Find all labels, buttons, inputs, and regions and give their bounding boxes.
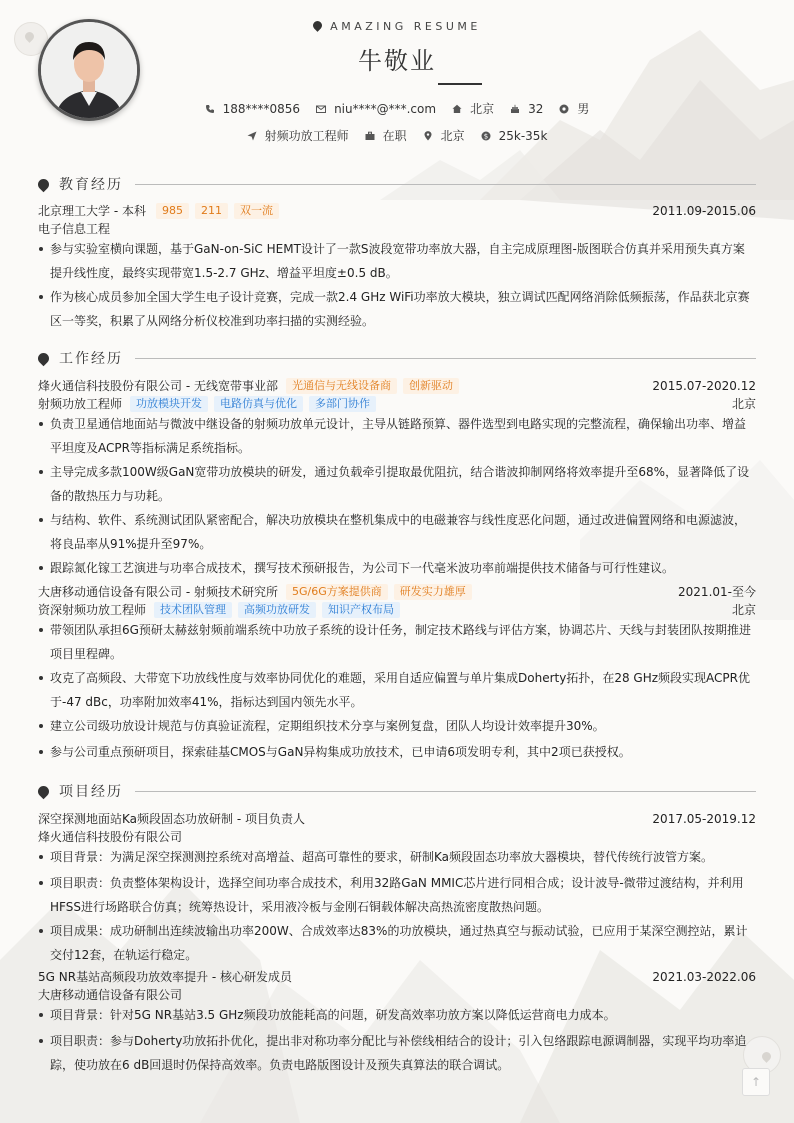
job-dates: 2015.07-2020.12: [652, 378, 756, 393]
major-line: [38, 220, 756, 237]
leaf-icon: [36, 783, 52, 799]
job-bullet: 负责卫星通信地面站与微波中继设备的射频功放单元设计，主导从链路预算、器件选型到电路实现的完整流程，确保输出功率、增益平坦度及ACPR等指标满足系统指标。: [38, 412, 756, 460]
job-header: [38, 377, 756, 394]
project-org-line: [38, 828, 756, 845]
project-name: 深空探测地面站Ka频段固态功放研制 - 项目负责人: [38, 812, 305, 826]
home-icon: [452, 104, 462, 114]
job-bullet: 攻克了高频段、大带宽下功放线性度与效率协同优化的难题，采用自适应偏置与单片集成Doherty拓扑，在28 GHz频段实现ACPR优于-47 dBc，功率附加效率41%，指标达到国内领先水平。: [38, 666, 756, 714]
project-header: [38, 810, 756, 827]
leaf-icon: [311, 19, 324, 32]
job-bullet: 与结构、软件、系统测试团队紧密配合，解决功放模块在整机集成中的电磁兼容与线性度恶化问题，通过改进偏置网络和电源滤波，将良品率从91%提升至97%。: [38, 508, 756, 556]
role-tag: 功放模块开发: [130, 396, 208, 412]
leaf-icon: [36, 176, 52, 192]
section-divider: [135, 791, 756, 792]
mail-icon: [316, 104, 326, 114]
phone-icon: [205, 104, 215, 114]
education-bullet: 作为核心成员参加全国大学生电子设计竞赛，完成一款2.4 GHz WiFi功率放大模块，独立调试匹配网络消除低频振荡，作品获北京赛区一等奖，积累了从网络分析仪校准到功率扫描的实测经验。: [38, 285, 756, 333]
project-dates: 2021.03-2022.06: [652, 969, 756, 984]
role-tag: 多部门协作: [309, 396, 376, 412]
section-divider: [135, 358, 756, 359]
project-bullet: 项目背景：针对5G NR基站3.5 GHz频段功放能耗高的问题，研发高效率功放方案以降低运营商电力成本。: [38, 1003, 756, 1027]
project-header: [38, 968, 756, 985]
project-bullet: 项目职责：参与Doherty功放拓扑优化，提出非对称功率分配比与补偿线相结合的设计；引入包络跟踪电源调制器，实现平均功率追踪，使功放在6 dB回退时仍保持高效率。负责电路版图设计及预失真算法的联合调试。: [38, 1029, 756, 1077]
role-tag: 电路仿真与优化: [214, 396, 303, 412]
education-bullet: 参与实验室横向课题，基于GaN-on-SiC HEMT设计了一款S波段宽带功率放大器，自主完成原理图-版图联合仿真并采用预失真方案提升线性度，最终实现带宽1.5-2.7 GHz、增益平坦度±0.5 dB。: [38, 237, 756, 285]
project-org: 烽火通信科技股份有限公司: [38, 830, 183, 844]
job-dates: 2021.01-至今: [678, 585, 756, 599]
project-bullet: 项目背景：为满足深空探测测控系统对高增益、超高可靠性的要求，研制Ka频段固态功率放大器模块，替代传统行波管方案。: [38, 845, 756, 869]
project-org: 大唐移动通信设备有限公司: [38, 988, 183, 1002]
job-bullet: 带领团队承担6G预研太赫兹射频前端系统中功放子系统的设计任务，制定技术路线与评估方案，协调芯片、天线与封装团队按期推进项目里程碑。: [38, 618, 756, 666]
candidate-name: 牛敬业: [358, 47, 436, 75]
school-tag: 985: [156, 203, 189, 219]
section-education-title: 教育经历: [38, 174, 756, 194]
project-bullet: 项目职责：负责整体架构设计，选择空间功率合成技术，利用32路GaN MMIC芯片进行同相合成；设计波导-微带过渡结构，并利用HFSS进行场路联合仿真；统筹热设计，采用液冷板与金刚石铜载体解决高热流密度散热问题。: [38, 871, 756, 919]
school-name: 北京理工大学 - 本科: [38, 204, 146, 218]
company-tag: 研发实力雄厚: [394, 584, 472, 600]
role-tag: 高频功放研发: [238, 602, 316, 618]
job-role: 资深射频功放工程师: [38, 603, 147, 617]
email-item: niu****@***.com: [316, 100, 436, 117]
money-icon: [481, 131, 491, 141]
section-work-title: 工作经历: [38, 348, 756, 368]
role-tag: 技术团队管理: [154, 602, 232, 618]
salary-item: $ 25k-35k: [481, 127, 548, 144]
job-bullet: 主导完成多款100W级GaN宽带功放模块的研发，通过负载牵引提取最优阻抗，结合谐波抑制网络将效率提升至68%，显著降低了设备的散热压力与功耗。: [38, 460, 756, 508]
company-tag: 5G/6G方案提供商: [286, 584, 388, 600]
phone-item: 188****0856: [205, 100, 300, 117]
project-bullet: 项目成果：成功研制出连续波输出功率200W、合成效率达83%的功放模块，通过热真空与振动试验，已应用于某深空测控站，累计交付12套，在轨运行稳定。: [38, 919, 756, 967]
back-to-top-button[interactable]: ↑: [742, 1068, 770, 1096]
company-tag: 创新驱动: [403, 378, 459, 394]
name-underline: [438, 83, 482, 85]
gender-item: 男: [559, 100, 589, 117]
company-name: 大唐移动通信设备有限公司 - 射频技术研究所: [38, 585, 278, 599]
hometown-item: 北京: [452, 100, 494, 117]
job-bullet: 参与公司重点预研项目，探索硅基CMOS与GaN异构集成功放技术，已申请6项发明专利，其中2项已获授权。: [38, 740, 756, 764]
gender-icon: [559, 104, 569, 114]
job-role: 射频功放工程师: [38, 397, 123, 411]
target-position-item: 射频功放工程师: [247, 127, 349, 144]
tagline: AMAZING RESUME: [0, 20, 794, 33]
section-projects-title: 项目经历: [38, 781, 756, 801]
education-header: [38, 202, 756, 219]
education-dates: 2011.09-2015.06: [652, 203, 756, 218]
company-name: 烽火通信科技股份有限公司 - 无线宽带事业部: [38, 379, 278, 393]
job-bullet: 跟踪氮化镓工艺演进与功率合成技术，撰写技术预研报告，为公司下一代毫米波功率前端提供技术储备与可行性建议。: [38, 556, 756, 580]
project-org-line: [38, 986, 756, 1003]
briefcase-icon: [365, 131, 375, 141]
section-divider: [135, 184, 756, 185]
job-role-line: [38, 395, 756, 412]
job-bullet: 建立公司级功放设计规范与仿真验证流程，定期组织技术分享与案例复盘，团队人均设计效率提升30%。: [38, 714, 756, 738]
company-tag: 光通信与无线设备商: [286, 378, 397, 394]
contact-info-row: [0, 100, 794, 117]
cake-icon: [510, 104, 520, 114]
svg-text:$: $: [483, 132, 488, 141]
send-icon: [247, 131, 257, 141]
job-header: [38, 583, 756, 600]
job-info-row: [0, 127, 794, 144]
project-name: 5G NR基站高频段功放效率提升 - 核心研发成员: [38, 970, 293, 984]
location-icon: [423, 131, 433, 141]
school-tag: 双一流: [234, 203, 279, 219]
project-dates: 2017.05-2019.12: [652, 811, 756, 826]
job-location: 北京: [731, 397, 756, 411]
age-item: 32: [510, 100, 543, 117]
target-city-item: 北京: [423, 127, 465, 144]
job-role-line: [38, 601, 756, 618]
role-tag: 知识产权布局: [322, 602, 400, 618]
major: 电子信息工程: [38, 222, 111, 236]
leaf-icon: [36, 350, 52, 366]
job-status-item: 在职: [365, 127, 407, 144]
job-location: 北京: [731, 603, 756, 617]
school-tag: 211: [195, 203, 228, 219]
